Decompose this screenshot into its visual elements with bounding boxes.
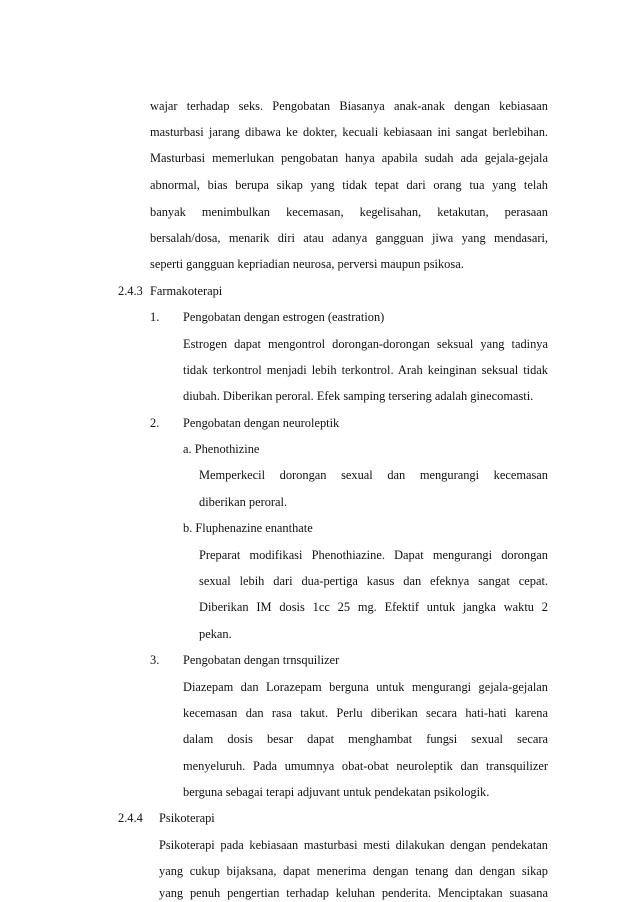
sub-item-heading: b. Fluphenazine enanthate xyxy=(183,521,313,535)
text-line: abnormal, bias berupa sikap yang tidak tepat dari orang tua yang telah xyxy=(150,178,548,192)
section-heading: Farmakoterapi xyxy=(150,284,223,298)
text-line: kecemasan dan rasa takut. Perlu diberikan secara hati-hati karena xyxy=(183,706,548,720)
section-number: 2.4.4 xyxy=(118,811,143,825)
text-line: wajar terhadap seks. Pengobatan Biasanya anak-anak dengan kebiasaan xyxy=(150,99,548,113)
text-line: masturbasi jarang dibawa ke dokter, kecuali kebiasaan ini sangat berlebihan. xyxy=(150,125,548,139)
text-line: dalam dosis besar dapat menghambat fungsi sexual secara xyxy=(183,732,548,746)
section-number: 2.4.3 xyxy=(118,284,143,298)
sub-item-heading: a. Phenothizine xyxy=(183,442,260,456)
text-line: Psikoterapi pada kebiasaan masturbasi mesti dilakukan dengan pendekatan xyxy=(159,838,548,852)
text-line: diubah. Diberikan peroral. Efek samping tersering adalah ginecomasti. xyxy=(183,389,534,403)
text-line: diberikan peroral. xyxy=(199,495,288,509)
text-line: Diazepam dan Lorazepam berguna untuk mengurangi gejala-gejalan xyxy=(183,680,548,694)
text-line: tidak terkontrol menjadi lebih terkontrol. Arah keinginan seksual tidak xyxy=(183,363,548,377)
text-line: banyak menimbulkan kecemasan, kegelisahan, ketakutan, perasaan xyxy=(150,205,548,219)
text-line: Estrogen dapat mengontrol dorongan-dorongan seksual yang tadinya xyxy=(183,337,548,351)
list-item-heading: Pengobatan dengan trnsquilizer xyxy=(183,653,340,667)
list-number: 2. xyxy=(150,416,160,430)
text-line: Preparat modifikasi Phenothiazine. Dapat mengurangi dorongan xyxy=(199,548,548,562)
list-item-heading: Pengobatan dengan neuroleptik xyxy=(183,416,340,430)
text-line: menyeluruh. Pada umumnya obat-obat neuroleptik dan transquilizer xyxy=(183,759,548,773)
text-line: Memperkecil dorongan sexual dan mengurangi kecemasan xyxy=(199,468,548,482)
section-heading: Psikoterapi xyxy=(159,811,215,825)
text-line: yang cukup bijaksana, dapat menerima dengan tenang dan dengan sikap xyxy=(159,864,548,878)
text-line: Diberikan IM dosis 1cc 25 mg. Efektif untuk jangka waktu 2 xyxy=(199,600,548,614)
list-item-heading: Pengobatan dengan estrogen (eastration) xyxy=(183,310,385,324)
text-line: Masturbasi memerlukan pengobatan hanya apabila sudah ada gejala-gejala xyxy=(150,151,548,165)
text-line: pekan. xyxy=(199,627,232,641)
text-line: berguna sebagai terapi adjuvant untuk pendekatan psikologik. xyxy=(183,785,490,799)
text-line: seperti gangguan kepriadian neurosa, perversi maupun psikosa. xyxy=(150,257,464,271)
text-line: sexual lebih dari dua-pertiga kasus dan efeknya sangat cepat. xyxy=(199,574,548,588)
text-line: bersalah/dosa, menarik diri atau adanya gangguan jiwa yang mendasari, xyxy=(150,231,548,245)
list-number: 1. xyxy=(150,310,160,324)
text-line: yang penuh pengertian terhadap keluhan penderita. Menciptakan suasana xyxy=(159,886,548,900)
list-number: 3. xyxy=(150,653,160,667)
